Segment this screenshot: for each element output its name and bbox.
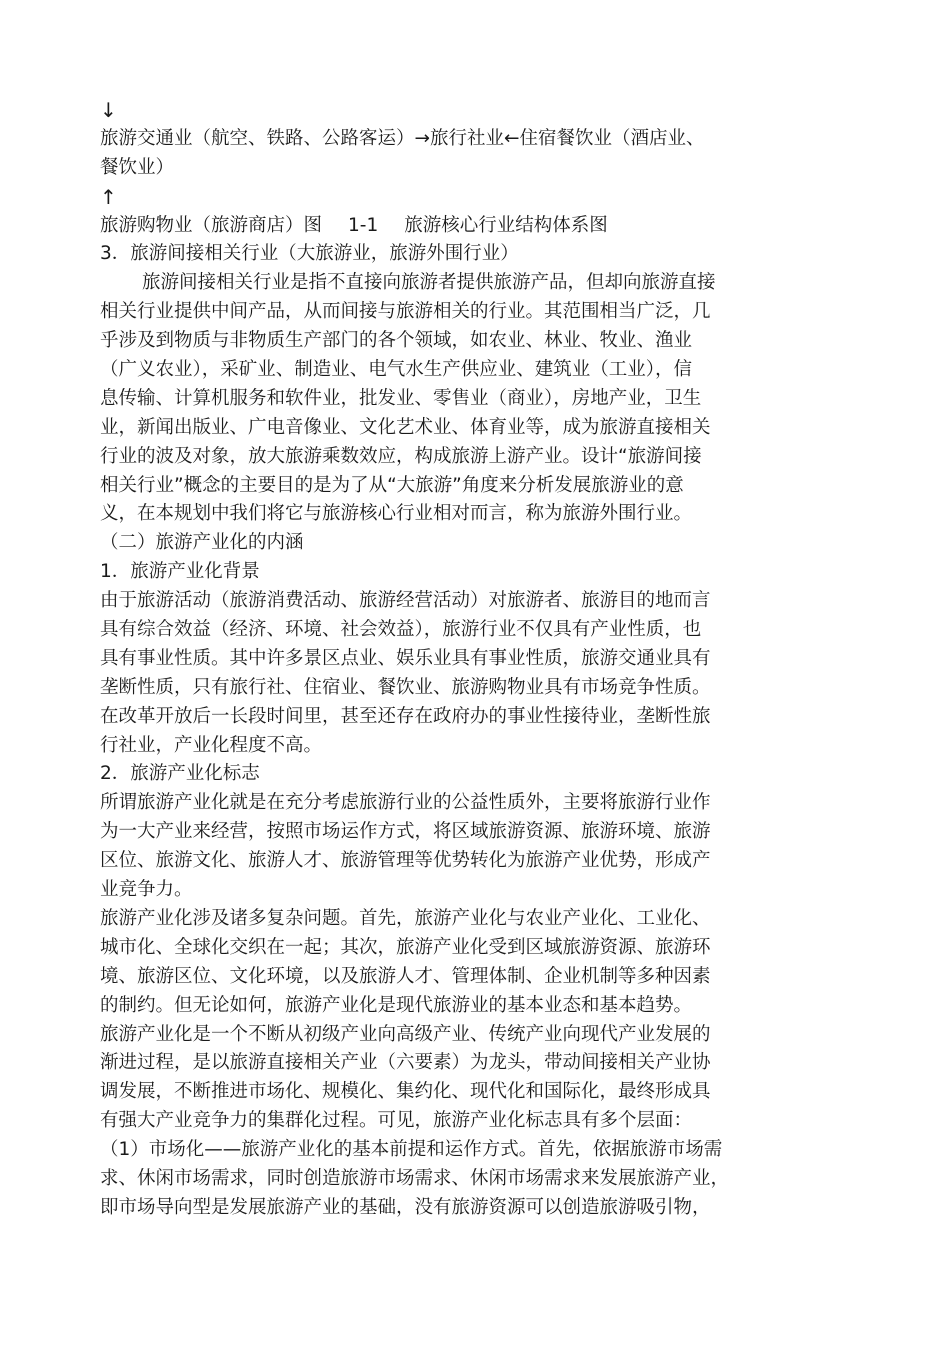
figure-title: 旅游核心行业结构体系图 [404, 214, 608, 236]
figure-number: 1-1 [348, 214, 379, 236]
paragraph-line: 相关行业提供中间产品，从而间接与旅游相关的行业。其范围相当广泛，几 [100, 301, 711, 323]
arrow-down-icon: ↓ [100, 98, 117, 122]
figure-row-2: 旅游购物业（旅游商店）图 [100, 214, 323, 236]
paragraph-line: 境、旅游区位、文化环境，以及旅游人才、管理体制、企业机制等多种因素 [100, 965, 711, 987]
arrow-up-icon: ↑ [100, 184, 117, 209]
paragraph-line: 旅游产业化涉及诸多复杂问题。首先，旅游产业化与农业产业化、工业化、 [100, 907, 711, 929]
document-page [100, 96, 810, 1223]
paragraph-line: 息传输、计算机服务和软件业，批发业、零售业（商业），房地产业，卫生 [100, 387, 702, 409]
figure-row-1: 旅游交通业（航空、铁路、公路客运）→旅行社业←住宿餐饮业（酒店业、 [100, 127, 705, 149]
paragraph-line: 旅游产业化是一个不断从初级产业向高级产业、传统产业向现代产业发展的 [100, 1023, 711, 1045]
paragraph-line: 行业的波及对象，放大旅游乘数效应，构成旅游上游产业。设计“旅游间接 [100, 445, 702, 467]
paragraph-line: （广义农业），采矿业、制造业、电气水生产供应业、建筑业（工业），信 [100, 359, 693, 381]
subsection-2-heading: 2．旅游产业化标志 [100, 763, 260, 785]
paragraph-line: （1）市场化——旅游产业化的基本前提和运作方式。首先，依据旅游市场需 [100, 1139, 723, 1161]
paragraph-line: 城市化、全球化交织在一起；其次，旅游产业化受到区域旅游资源、旅游环 [100, 936, 711, 958]
paragraph-line: 业，新闻出版业、广电音像业、文化艺术业、体育业等，成为旅游直接相关 [100, 416, 711, 438]
paragraph-line: 旅游间接相关行业是指不直接向旅游者提供旅游产品，但却向旅游直接 [142, 272, 716, 294]
paragraph-line: 具有事业性质。其中许多景区点业、娱乐业具有事业性质，旅游交通业具有 [100, 647, 711, 669]
paragraph-line: 的制约。但无论如何，旅游产业化是现代旅游业的基本业态和基本趋势。 [100, 994, 693, 1016]
paragraph-line: 在改革开放后一长段时间里，甚至还存在政府办的事业性接待业，垄断性旅 [100, 705, 711, 727]
paragraph-line: 行社业，产业化程度不高。 [100, 734, 323, 756]
paragraph-line: 乎涉及到物质与非物质生产部门的各个领域，如农业、林业、牧业、渔业 [100, 330, 693, 352]
figure-row-1-continued: 餐饮业） [100, 156, 175, 178]
paragraph-line: 相关行业”概念的主要目的是为了从“大旅游”角度来分析发展旅游业的意 [100, 474, 684, 496]
paragraph-line: 为一大产业来经营，按照市场运作方式，将区域旅游资源、旅游环境、旅游 [100, 821, 711, 843]
paragraph-line: 具有综合效益（经济、环境、社会效益），旅游行业不仅具有产业性质，也 [100, 619, 702, 641]
paragraph-line: 垄断性质，只有旅行社、住宿业、餐饮业、旅游购物业具有市场竞争性质。 [100, 676, 711, 698]
paragraph-line: 即市场导向型是发展旅游产业的基础，没有旅游资源可以创造旅游吸引物， [100, 1196, 711, 1218]
paragraph-line: 由于旅游活动（旅游消费活动、旅游经营活动）对旅游者、旅游目的地而言 [100, 590, 711, 612]
paragraph-line: 义，在本规划中我们将它与旅游核心行业相对而言，称为旅游外围行业。 [100, 503, 693, 525]
section-3-heading: 3．旅游间接相关行业（大旅游业，旅游外围行业） [100, 243, 519, 265]
paragraph-line: 调发展，不断推进市场化、规模化、集约化、现代化和国际化，最终形成具 [100, 1081, 711, 1103]
figure-caption-line [100, 212, 810, 241]
paragraph-line: 求、休闲市场需求，同时创造旅游市场需求、休闲市场需求来发展旅游产业， [100, 1167, 730, 1189]
part-2-heading: （二）旅游产业化的内涵 [100, 532, 304, 554]
paragraph-line: 有强大产业竞争力的集群化过程。可见，旅游产业化标志具有多个层面： [100, 1110, 693, 1132]
subsection-1-heading: 1．旅游产业化背景 [100, 561, 260, 583]
paragraph-line: 区位、旅游文化、旅游人才、旅游管理等优势转化为旅游产业优势，形成产 [100, 850, 711, 872]
paragraph-line: 业竞争力。 [100, 879, 193, 901]
paragraph-line: 所谓旅游产业化就是在充分考虑旅游行业的公益性质外，主要将旅游行业作 [100, 792, 711, 814]
paragraph-line: 渐进过程，是以旅游直接相关产业（六要素）为龙头，带动间接相关产业协 [100, 1052, 711, 1074]
